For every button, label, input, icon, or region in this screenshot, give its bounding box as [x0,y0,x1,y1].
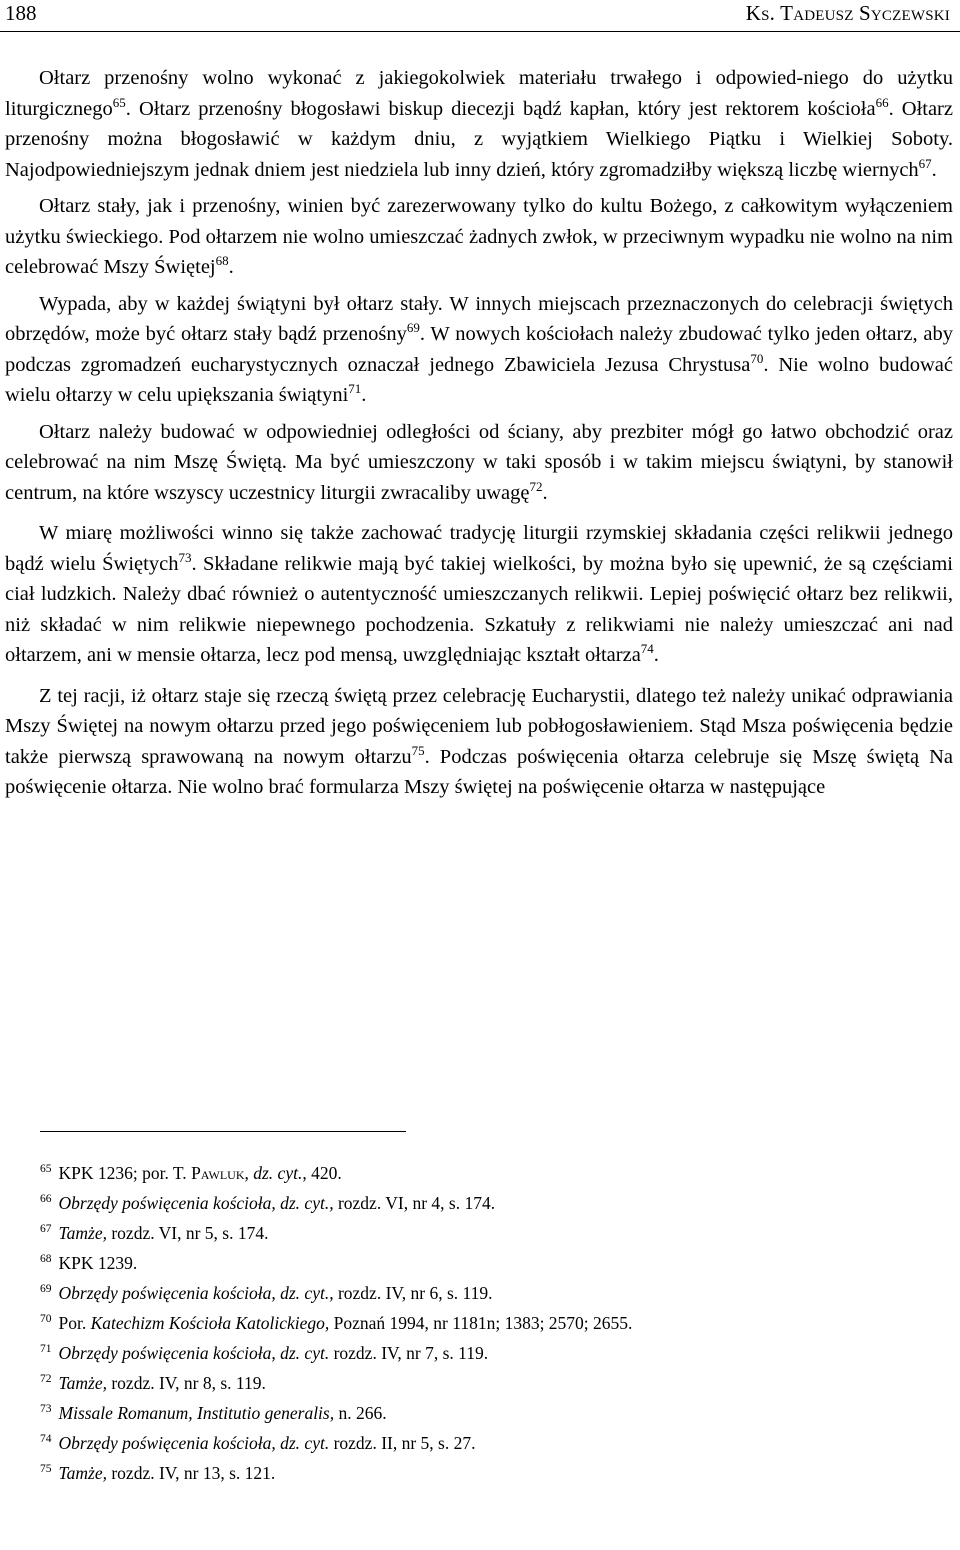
paragraph [5,518,953,671]
footnote-text: rozdz. VI, nr 4, s. 174. [333,1193,496,1213]
text-run: . [931,158,937,181]
footnote [40,1458,940,1488]
footnote-ref: 68 [215,253,229,268]
paragraph [5,289,953,411]
footnote-number: 73 [40,1403,52,1415]
text-run: . Ołtarz przenośny można błogosławić w każdym dniu, z wyjątkiem Wielkiego Piątku i Wielkiej Soboty. Najodpowiedniejszym jednak dniem jest niedziela lub inny dzień, który zgromadziłby większą liczbę wiernych [5,97,953,181]
footnote-text: dz. cyt. [253,1163,303,1183]
footnote-separator [40,1131,406,1132]
footnote [40,1308,940,1338]
paragraph [5,681,953,803]
footnote-ref: 71 [348,381,362,396]
paragraph [5,63,953,185]
text-run: W miarę możliwości winno się także zachować tradycję liturgii rzymskiej składania części relikwii jednego bądź wielu Świętych [5,522,953,575]
text-run: . Nie wolno budować wielu ołtarzy w celu upiększania świątyni [5,353,953,406]
footnote-number: 67 [40,1223,52,1235]
paragraph [5,417,953,509]
footnote-number: 68 [40,1253,52,1265]
footnote-number: 72 [40,1373,52,1385]
footnote-text: rozdz. IV, nr 7, s. 119. [329,1343,489,1363]
footnote-text: rozdz. IV, nr 8, s. 119. [106,1373,266,1393]
footnote-number: 75 [40,1463,52,1475]
footnote-text: KPK 1239. [58,1253,138,1273]
footnote-title: Obrzędy poświęcenia kościoła, dz. cyt. [58,1343,330,1363]
text-run: . Składane relikwie mają być takiej wielkości, by można było się upewnić, że są częściami ciał ludzkich. Należy dbać również o autentyczność umieszczanych relikwii. Lepiej poświęcić ołtarz bez relikwii, niż składać w nim relikwie niepewnego pochodzenia. Szkatuły z relikwiami nie należy umieszczać ani nad ołtarzem, ani w mensie ołtarza, lecz pod mensą, uwzględniając kształt ołtarza [5,552,953,666]
footnote [40,1368,940,1398]
text-run: Ołtarz stały, jak i przenośny, winien być zarezerwowany tylko do kultu Bożego, z całkowitym wyłączeniem użytku świeckiego. Pod ołtarzem nie wolno umieszczać żadnych zwłok, w przeciwnym wypadku nie wolno na nim celebrować Mszy Świętej [5,195,953,278]
footnote-text: Poznań 1994, nr 1181n; 1383; 2570; 2655. [329,1313,633,1333]
page-header [0,0,960,28]
footnote-number: 70 [40,1313,52,1325]
footnote-text: rozdz. II, nr 5, s. 27. [329,1433,476,1453]
text-run: . [228,256,234,278]
footnote-ref: 69 [406,320,420,335]
footnote-ref: 74 [640,641,654,656]
footnote-ref: 75 [411,742,425,758]
footnote [40,1278,940,1308]
footnote-number: 71 [40,1343,52,1355]
text-run: . [361,384,367,406]
text-run: . [653,644,659,666]
footnotes [40,1158,940,1488]
footnote-text: Por. [58,1313,91,1333]
footnote-title: Obrzędy poświęcenia kościoła, dz. cyt. [58,1433,330,1453]
footnote [40,1218,940,1248]
paragraph [5,191,953,283]
text-run: Z tej racji, iż ołtarz staje się rzeczą świętą przez celebrację Eucharystii, dlatego też należy unikać odprawiania Mszy Świętej na nowym ołtarzu przed jego poświęceniem lub pobłogosławieniem. Stąd Msza poświęcenia będzie także pierwszą sprawowaną na nowym ołtarzu [5,684,953,768]
footnote-title: Missale Romanum, Institutio generalis, [58,1403,335,1423]
footnote [40,1338,940,1368]
text-run: . [542,481,548,504]
footnote-title: Tamże, [58,1463,107,1483]
footnote-ref: 73 [178,549,192,565]
text-run: . W nowych kościołach należy zbudować tylko jeden ołtarz, aby podczas zgromadzeń eucharystycznych oznaczał jednego Zbawiciela Jezusa Chrystusa [5,323,953,376]
footnote-title: Katechizm Kościoła Katolickiego, [90,1313,330,1333]
text-run: . Podczas poświęcenia ołtarza celebruje się Mszę świętą Na poświęcenie ołtarza. Nie wolno brać formularza Mszy świętej na poświęcenie ołtarza w następujące [5,745,953,798]
text-run: . Ołtarz przenośny błogosławi biskup diecezji bądź kapłan, który jest rektorem kościoła [125,97,876,120]
footnote-author: Pawluk [191,1163,245,1183]
footnote-text: rozdz. IV, nr 13, s. 121. [106,1463,276,1483]
running-head-author: Ks. Tadeusz Syczewski [745,1,950,25]
footnote [40,1188,940,1218]
footnote-text: rozdz. VI, nr 5, s. 174. [106,1223,269,1243]
footnote [40,1398,940,1428]
body-text [5,63,953,803]
footnote [40,1428,940,1458]
footnote-title: Obrzędy poświęcenia kościoła, dz. cyt., [58,1283,334,1303]
footnote-text: , [244,1163,254,1183]
text-run: Ołtarz przenośny wolno wykonać z jakiegokolwiek materiału trwałego i odpowied-niego do użytku liturgicznego [5,67,953,120]
footnote-title: Tamże, [58,1373,107,1393]
footnote-ref: 65 [112,94,126,110]
footnote-text: n. 266. [334,1403,387,1423]
footnote-text: rozdz. IV, nr 6, s. 119. [333,1283,493,1303]
header-rule [0,31,960,32]
footnote-number: 66 [40,1193,52,1205]
footnote-text: , 420. [302,1163,342,1183]
footnote-title: Tamże, [58,1223,107,1243]
footnote-number: 74 [40,1433,52,1445]
footnote-ref: 72 [529,478,543,494]
footnote-number: 65 [40,1163,52,1175]
footnote [40,1248,940,1278]
footnote-ref: 66 [875,94,889,110]
footnote-ref: 70 [750,350,764,366]
footnote-number: 69 [40,1283,52,1295]
text-run: Ołtarz należy budować w odpowiedniej odległości od ściany, aby prezbiter mógł go łatwo obchodzić oraz celebrować na nim Mszę Świętą. Ma być umieszczony w taki sposób i w takim miejscu świątyni, by stanowił centrum, na które wszyscy uczestnicy liturgii zwracaliby uwagę [5,420,953,504]
footnote-title: Obrzędy poświęcenia kościoła, dz. cyt., [58,1193,334,1213]
footnote [40,1158,940,1188]
footnote-ref: 67 [918,155,932,171]
text-run: Wypada, aby w każdej świątyni był ołtarz stały. W innych miejscach przeznaczonych do celebracji świętych obrzędów, może być ołtarz stały bądź przenośny [5,292,953,345]
footnote-text: KPK 1236; por. T. [58,1163,192,1183]
page-number: 188 [5,1,37,25]
